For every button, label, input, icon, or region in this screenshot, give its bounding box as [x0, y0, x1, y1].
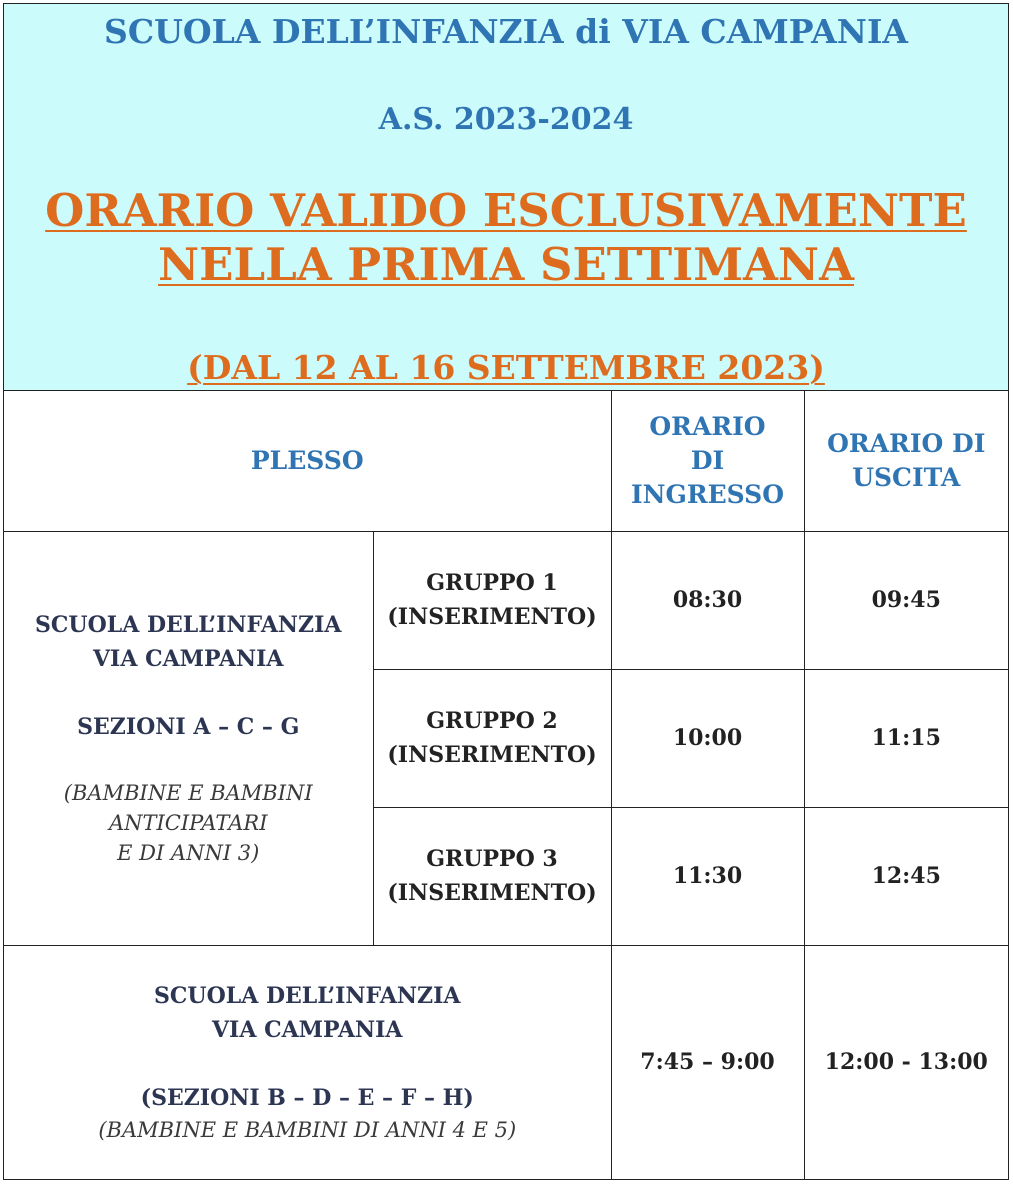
exit-time: 12:45	[804, 807, 1008, 945]
ingresso-header	[611, 391, 804, 531]
plesso1-sections: SEZIONI A – C – G	[77, 714, 300, 740]
school-title: SCUOLA DELL’INFANZIA di VIA CAMPANIA	[103, 12, 908, 51]
plesso1-note-l3: E DI ANNI 3)	[117, 841, 260, 865]
header-banner	[4, 4, 1008, 391]
ingresso-header-l3: INGRESSO	[630, 479, 785, 509]
date-range	[4, 348, 1008, 387]
group-cell	[373, 669, 611, 807]
plesso1-name-l1: SCUOLA DELL’INFANZIA	[35, 612, 342, 638]
entry-time: 08:30	[611, 531, 804, 669]
notice-line-1: ORARIO VALIDO ESCLUSIVAMENTE	[45, 184, 967, 237]
notice-heading	[4, 184, 1008, 292]
table-row	[4, 945, 1008, 1179]
schedule-table	[4, 391, 1008, 1179]
plesso2-note: (BAMBINE E BAMBINI DI ANNI 4 E 5)	[98, 1118, 517, 1143]
table-row	[4, 531, 1008, 669]
uscita-header-l2: USCITA	[852, 462, 961, 492]
plesso1-name-l2: VIA CAMPANIA	[92, 646, 284, 672]
uscita-header	[804, 391, 1008, 531]
ingresso-header-l2: DI	[690, 445, 725, 475]
entry-time: 10:00	[611, 669, 804, 807]
schedule-document	[3, 3, 1009, 1180]
group-cell	[373, 807, 611, 945]
group-name: GRUPPO 1	[426, 570, 558, 596]
plesso2-name-l2: VIA CAMPANIA	[211, 1017, 403, 1044]
table-header-row	[4, 391, 1008, 531]
group-cell	[373, 531, 611, 669]
uscita-header-l1: ORARIO DI	[827, 428, 986, 458]
notice-line-2: NELLA PRIMA SETTIMANA	[158, 238, 854, 291]
plesso1-note-l2: ANTICIPATARI	[108, 811, 268, 835]
plesso-header: PLESSO	[4, 391, 611, 531]
group-note: (INSERIMENTO)	[387, 604, 597, 630]
exit-time: 11:15	[804, 669, 1008, 807]
date-range-text: (DAL 12 AL 16 SETTEMBRE 2023)	[187, 348, 825, 387]
school-year: A.S. 2023-2024	[378, 102, 634, 137]
exit-time: 09:45	[804, 531, 1008, 669]
group-note: (INSERIMENTO)	[387, 880, 597, 906]
plesso2-sections: (SEZIONI B – D – E – F – H)	[140, 1085, 474, 1112]
group-name: GRUPPO 2	[426, 708, 558, 734]
plesso2-name-l1: SCUOLA DELL’INFANZIA	[154, 983, 461, 1010]
entry-time: 7:45 – 9:00	[611, 945, 804, 1179]
plesso-cell-2	[4, 945, 611, 1179]
ingresso-header-l1: ORARIO	[649, 411, 766, 441]
plesso-cell-1	[4, 531, 373, 945]
plesso1-note-l1: (BAMBINE E BAMBINI	[63, 781, 313, 805]
entry-time: 11:30	[611, 807, 804, 945]
group-note: (INSERIMENTO)	[387, 742, 597, 768]
group-name: GRUPPO 3	[426, 846, 558, 872]
exit-time: 12:00 - 13:00	[804, 945, 1008, 1179]
